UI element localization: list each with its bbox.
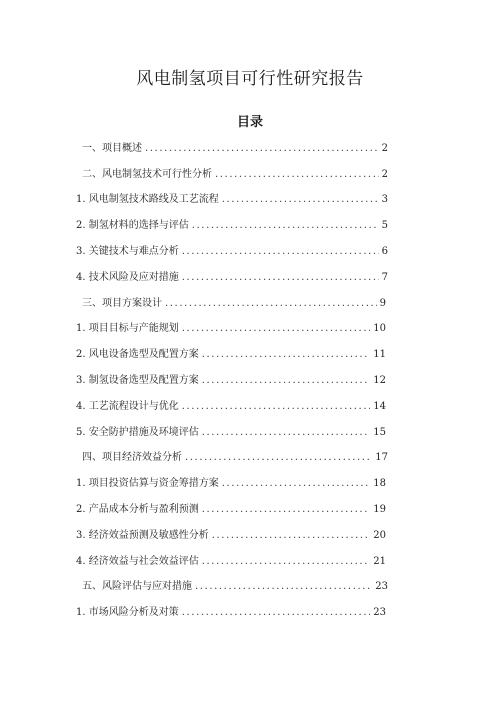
toc-entry-label: 2. 制氢材料的选择与评估 <box>76 220 189 232</box>
toc-dot-leader <box>222 194 379 206</box>
toc-heading: 目录 <box>236 115 263 130</box>
toc-dot-leader <box>182 607 371 619</box>
toc-entry-page: 9 <box>379 297 386 309</box>
toc-dot-leader <box>182 401 371 413</box>
toc-entry-page: 2 <box>381 142 388 154</box>
toc-entry-page: 7 <box>381 271 388 283</box>
toc-entry[interactable] <box>0 446 500 472</box>
toc-entry-page: 21 <box>373 555 386 567</box>
toc-entry-label: 3. 制氢设备选型及配置方案 <box>76 375 199 387</box>
toc-entry-page: 18 <box>373 478 386 490</box>
toc-dot-leader <box>195 581 372 593</box>
toc-entry-label: 二、风电制氢技术可行性分析 <box>82 168 212 180</box>
toc-entry-label: 5. 安全防护措施及环境评估 <box>76 426 199 438</box>
toc-dot-leader <box>182 323 371 335</box>
toc-entry-page: 23 <box>373 607 386 619</box>
toc-entry-label: 4. 技术风险及应对措施 <box>76 271 179 283</box>
toc-entry-label: 一、项目概述 <box>82 142 142 154</box>
toc-dot-leader <box>182 246 379 258</box>
toc-dot-leader <box>202 427 371 439</box>
toc-entry-label: 三、项目方案设计 <box>82 297 162 309</box>
document-title: 风电制氢项目可行性研究报告 <box>136 69 364 89</box>
toc-dot-leader <box>185 452 372 464</box>
toc-entry[interactable] <box>0 471 500 497</box>
toc-dot-leader <box>202 556 371 568</box>
toc-entry-page: 19 <box>373 504 386 516</box>
toc-entry[interactable] <box>0 162 500 188</box>
toc-dot-leader <box>165 298 377 310</box>
toc-entry[interactable] <box>0 420 500 446</box>
toc-dot-leader <box>182 272 379 284</box>
toc-entry[interactable] <box>0 188 500 214</box>
toc-entry-label: 1. 项目目标与产能规划 <box>76 323 179 335</box>
toc-entry-label: 2. 风电设备选型及配置方案 <box>76 349 199 361</box>
toc-dot-leader <box>202 349 371 361</box>
toc-entry[interactable] <box>0 317 500 343</box>
toc-entry[interactable] <box>0 575 500 601</box>
toc-entry[interactable] <box>0 368 500 394</box>
table-of-contents <box>0 136 500 626</box>
toc-dot-leader <box>192 220 379 232</box>
toc-dot-leader <box>215 169 379 181</box>
toc-entry-label: 3. 关键技术与难点分析 <box>76 246 179 258</box>
toc-entry-page: 12 <box>373 375 386 387</box>
toc-entry-page: 14 <box>373 400 386 412</box>
toc-entry[interactable] <box>0 549 500 575</box>
toc-entry-label: 3. 经济效益预测及敏感性分析 <box>76 529 209 541</box>
toc-entry[interactable] <box>0 265 500 291</box>
toc-entry-page: 5 <box>381 220 388 232</box>
toc-entry[interactable] <box>0 523 500 549</box>
toc-entry-page: 2 <box>381 168 388 180</box>
toc-dot-leader <box>145 143 379 155</box>
toc-entry-page: 6 <box>381 246 388 258</box>
toc-entry-label: 4. 工艺流程设计与优化 <box>76 400 179 412</box>
toc-entry-label: 4. 经济效益与社会效益评估 <box>76 555 199 567</box>
toc-entry[interactable] <box>0 342 500 368</box>
toc-dot-leader <box>202 504 371 516</box>
toc-entry[interactable] <box>0 291 500 317</box>
toc-dot-leader <box>222 478 371 490</box>
toc-entry-label: 五、风险评估与应对措施 <box>82 581 192 593</box>
toc-entry-page: 23 <box>375 581 388 593</box>
toc-entry[interactable] <box>0 136 500 162</box>
toc-entry-page: 20 <box>373 529 386 541</box>
toc-entry-page: 10 <box>373 323 386 335</box>
toc-dot-leader <box>202 375 371 387</box>
toc-entry[interactable] <box>0 239 500 265</box>
toc-entry-label: 2. 产品成本分析与盈利预测 <box>76 504 199 516</box>
toc-entry-page: 17 <box>375 452 388 464</box>
toc-entry[interactable] <box>0 394 500 420</box>
toc-entry-page: 15 <box>373 426 386 438</box>
toc-entry-label: 1. 市场风险分析及对策 <box>76 607 179 619</box>
toc-entry[interactable] <box>0 600 500 626</box>
toc-dot-leader <box>212 530 371 542</box>
toc-entry[interactable] <box>0 497 500 523</box>
toc-entry-label: 1. 风电制氢技术路线及工艺流程 <box>76 194 219 206</box>
toc-entry-label: 四、项目经济效益分析 <box>82 452 182 464</box>
toc-entry[interactable] <box>0 213 500 239</box>
toc-entry-page: 3 <box>381 194 388 206</box>
toc-entry-label: 1. 项目投资估算与资金筹措方案 <box>76 478 219 490</box>
toc-entry-page: 11 <box>373 349 386 361</box>
